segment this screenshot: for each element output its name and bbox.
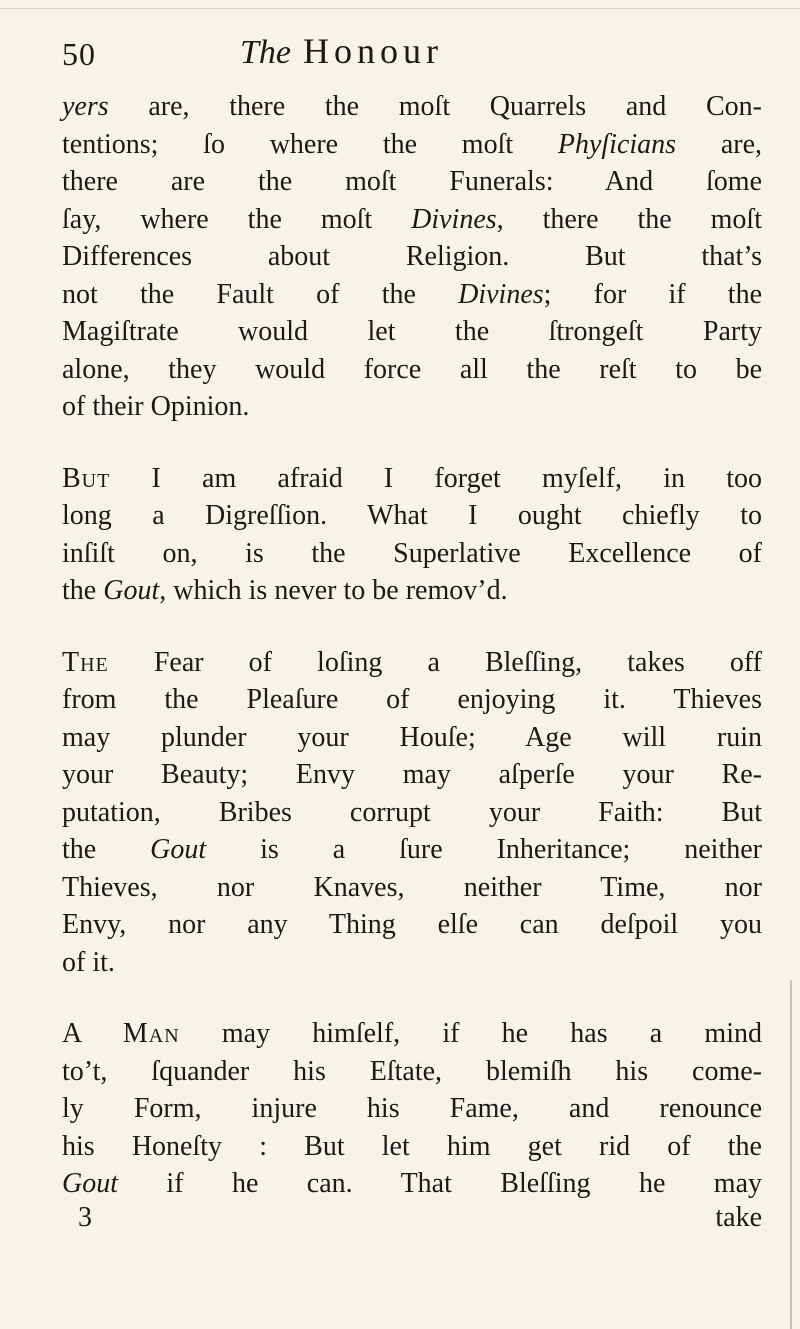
text-line (62, 831, 762, 869)
body-text (62, 88, 762, 1233)
text-line (62, 1015, 762, 1053)
running-title-word: Honour (303, 31, 443, 71)
text-run: the (62, 575, 104, 606)
text-run: Fear of loſing a Bleſſing, takes off (108, 646, 762, 678)
text-run: are, (676, 128, 762, 160)
italic-word: Gout (103, 575, 160, 606)
text-run: the (62, 834, 151, 865)
text-run: his Honeſty : But let him get rid of the (62, 1130, 762, 1162)
text-line (62, 756, 762, 794)
text-line (62, 906, 762, 944)
text-line (62, 460, 762, 498)
signature-mark: 3 (78, 1201, 92, 1233)
text-run: may himſelf, if he has a mind (179, 1018, 762, 1049)
italic-word: yers (62, 91, 109, 122)
paragraph (62, 644, 762, 982)
text-line (62, 572, 762, 610)
page-number: 50 (62, 36, 96, 72)
text-run: Thieves, nor Knaves, neither Time, nor (62, 871, 762, 903)
text-line (62, 388, 762, 426)
catchline (62, 1203, 762, 1233)
paragraph (62, 1015, 762, 1203)
text-line (62, 163, 762, 201)
text-line (62, 681, 762, 719)
running-title-article: The (240, 34, 291, 71)
text-run: there are the moſt Funerals: And ſome (62, 166, 762, 197)
small-caps-word: But (62, 462, 111, 494)
text-line (62, 644, 762, 682)
small-caps-word: The (62, 646, 109, 678)
text-run: long a Digreſſion. What I ought chiefly to (62, 500, 762, 531)
text-run: ; for if the (543, 278, 762, 310)
italic-word: Gout (62, 1168, 118, 1199)
text-run: of it. (62, 946, 115, 978)
text-run: not the Fault of the (62, 278, 459, 310)
text-line (62, 1128, 762, 1166)
text-run: putation, Bribes corrupt your Faith: But (62, 796, 762, 828)
italic-word: Divines (458, 278, 544, 310)
text-line (62, 944, 762, 982)
text-line (62, 719, 762, 757)
text-line (62, 126, 762, 164)
text-line (62, 313, 762, 351)
text-run: Magiſtrate would let the ſtrongeſt Party (62, 316, 762, 347)
text-line (62, 1165, 762, 1203)
text-run: Envy, nor any Thing elſe can deſpoil you (62, 909, 762, 940)
text-run: inſiſt on, is the Superlative Excellence of (62, 537, 762, 569)
text-run: your Beauty; Envy may aſperſe your Re- (62, 759, 762, 790)
text-run: tentions; ſo where the moſt (62, 128, 558, 160)
text-run: A (62, 1018, 123, 1049)
text-line (62, 794, 762, 832)
paragraph (62, 460, 762, 610)
text-line (62, 497, 762, 535)
text-run: if he can. That Bleſſing he may (118, 1168, 762, 1199)
text-line (62, 869, 762, 907)
text-run: , which is never to be remov’d. (159, 575, 508, 606)
text-run: from the Pleaſure of enjoying it. Thieves (62, 684, 762, 715)
text-run: of their Opinion. (62, 391, 250, 422)
text-run: Differences about Religion. But that’s (62, 241, 762, 272)
text-line (62, 88, 762, 126)
small-caps-word: Man (122, 1018, 180, 1049)
text-line (62, 1090, 762, 1128)
text-run: , there the moſt (496, 203, 762, 235)
text-line (62, 351, 762, 389)
text-run: ly Form, injure his Fame, and renounce (62, 1093, 762, 1124)
running-header (62, 30, 762, 80)
text-run: to’t, ſquander his Eſtate, blemiſh his come- (62, 1055, 762, 1087)
text-line (62, 1053, 762, 1091)
italic-word: Divines (411, 203, 497, 235)
text-line (62, 238, 762, 276)
text-run: may plunder your Houſe; Age will ruin (62, 721, 762, 753)
binding-edge (790, 980, 792, 1329)
text-line (62, 276, 762, 314)
text-line (62, 201, 762, 239)
catchword: take (715, 1201, 762, 1233)
text-run: alone, they would force all the reſt to be (62, 353, 762, 385)
text-run: ſay, where the moſt (62, 203, 412, 235)
text-run: is a ſure Inheritance; neither (206, 834, 762, 865)
text-line (62, 535, 762, 573)
paragraph (62, 88, 762, 426)
page-edge-rule (0, 8, 800, 9)
text-run: I am afraid I forget myſelf, in too (110, 462, 762, 494)
running-title (240, 30, 443, 72)
text-run: are, there the moſt Quarrels and Con- (108, 91, 762, 122)
italic-word: Phyſicians (557, 128, 677, 160)
italic-word: Gout (150, 834, 207, 865)
